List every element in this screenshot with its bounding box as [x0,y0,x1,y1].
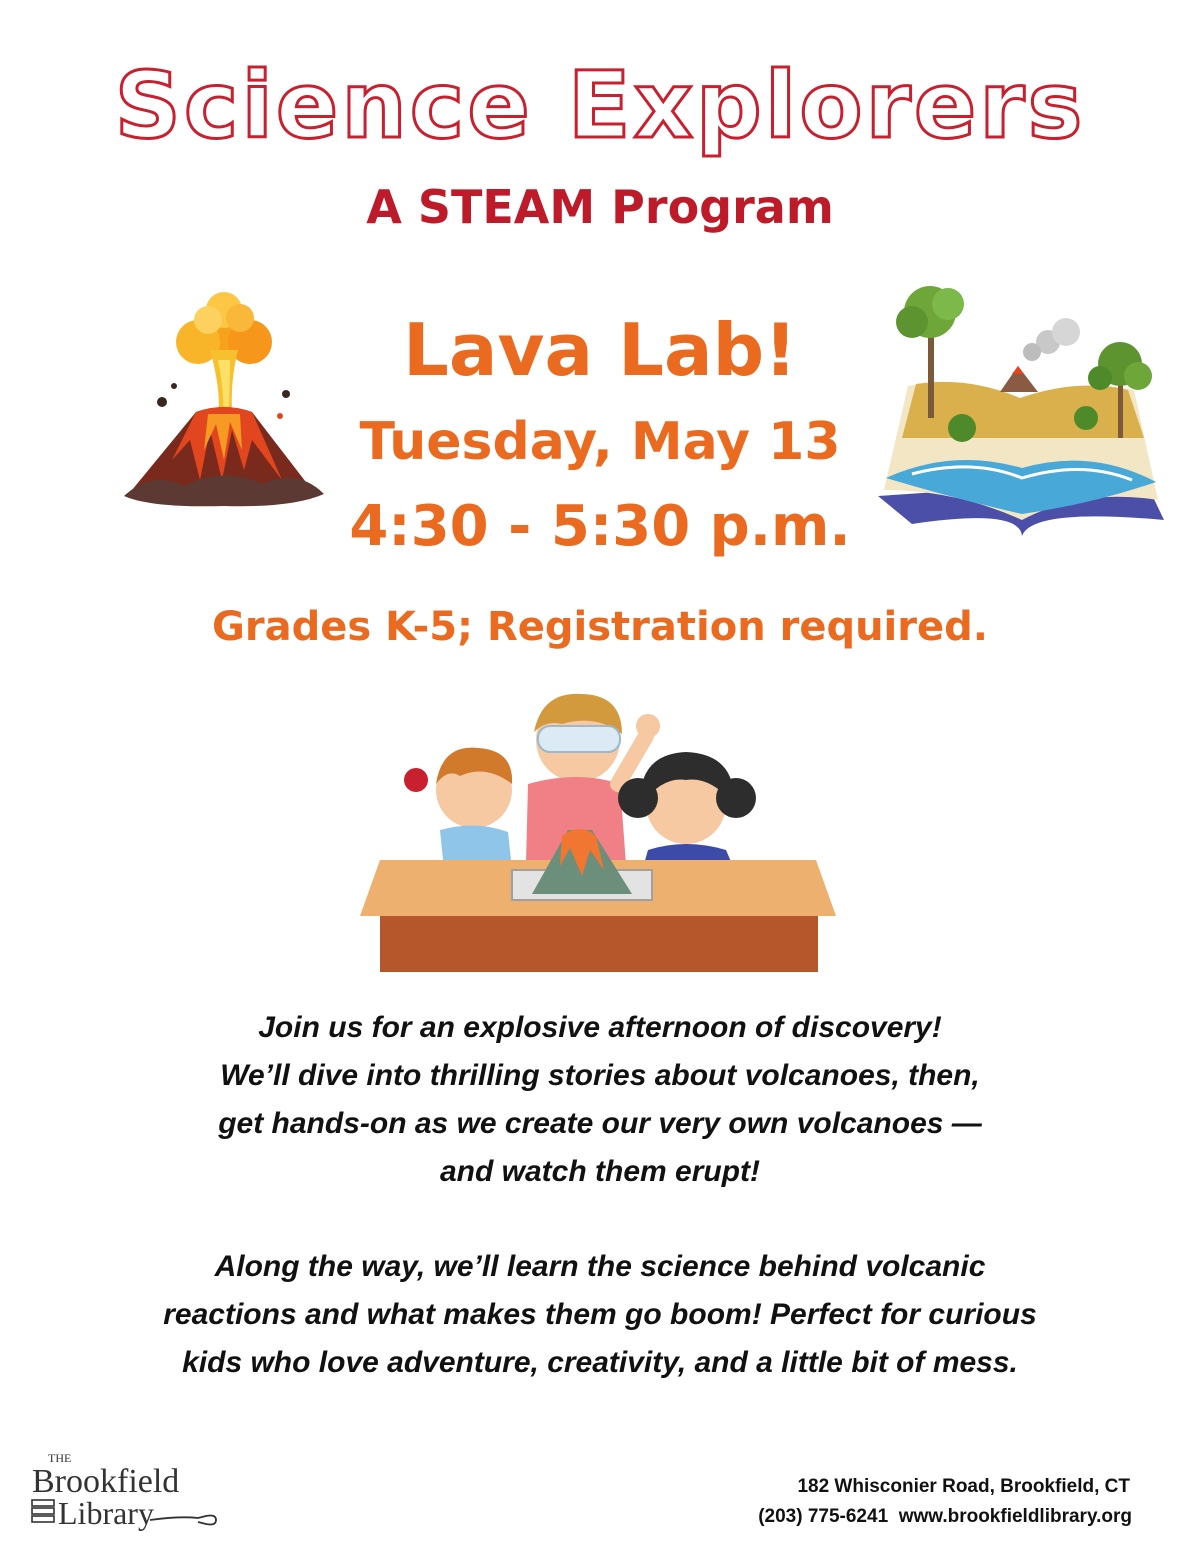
contact-phone-web: (203) 775-6241 www.brookfieldlibrary.org [758,1506,1132,1527]
description-line: Join us for an explosive afternoon of discovery! [258,1011,942,1044]
flyer-title: Science Explorers [114,52,1086,159]
description-line: We’ll dive into thrilling stories about volcanoes, then, [220,1059,980,1092]
logo-library: Library [58,1495,154,1531]
event-date: Tuesday, May 13 [359,412,841,472]
description-line: kids who love adventure, creativity, and a little bit of mess. [182,1346,1018,1379]
brookfield-library-logo [30,1448,230,1538]
description-line: reactions and what makes them go boom! Perfect for curious [163,1298,1037,1331]
description-paragraph-2 [60,1243,1140,1387]
contact-address: 182 Whisconier Road, Brookfield, CT [797,1476,1130,1497]
logo-the: THE [48,1451,72,1465]
storybook-illustration [872,268,1168,546]
description-paragraph-1 [60,1004,1140,1196]
girl-left [404,748,512,870]
description-line: and watch them erupt! [439,1155,761,1188]
event-time: 4:30 - 5:30 p.m. [349,494,851,559]
girl-right [618,752,756,864]
description-line: get hands-on as we create our very own volcanoes — [218,1107,982,1140]
event-name: Lava Lab! [403,308,797,392]
logo-brookfield: Brookfield [32,1463,180,1500]
audience-note: Grades K-5; Registration required. [212,604,988,650]
flyer-subtitle: A STEAM Program [366,180,834,234]
kids-volcano-experiment-illustration [356,680,840,976]
description-line: Along the way, we’ll learn the science behind volcanic [214,1250,986,1283]
